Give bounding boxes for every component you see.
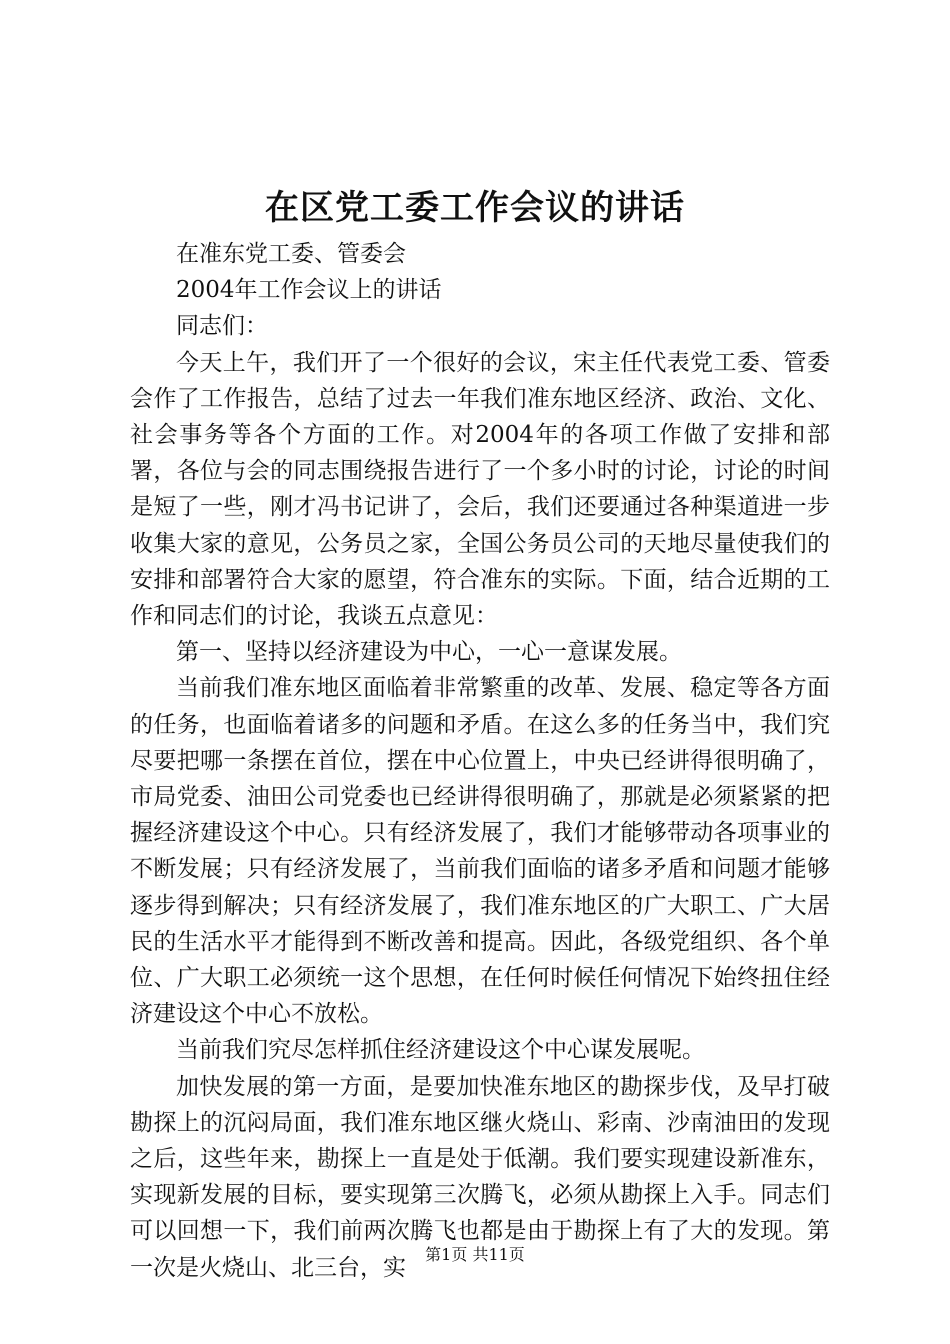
document-title: 在区党工委工作会议的讲话 <box>265 188 685 228</box>
paragraph: 当前我们准东地区面临着非常繁重的改革、发展、稳定等各方面的任务，也面临着诸多的问题和矛盾。在这么多的任务当中，我们究尽要把哪一条摆在首位，摆在中心位置上，中央已经讲得很明确了，市局党委、油田公司党委也已经讲得很明确了，那就是必须紧紧的把握经济建设这个中心。只有经济发展了，我们才能够带动各项事业的不断发展；只有经济发展了，当前我们面临的诸多矛盾和问题才能够逐步得到解决；只有经济发展了，我们准东地区的广大职工、广大居民的生活水平才能得到不断改善和提高。因此，各级党组织、各个单位、广大职工必须统一这个思想，在任何时候任何情况下始终扭住经济建设这个中心不放松。 <box>130 675 830 1028</box>
paragraph: 在准东党工委、管委会 <box>176 241 406 267</box>
page-number-footer: 第1页 共11页 <box>425 1245 525 1264</box>
paragraph: 2004年工作会议上的讲话 <box>176 277 442 304</box>
paragraph: 当前我们究尽怎样抓住经济建设这个中心谋发展呢。 <box>176 1037 705 1064</box>
document-body <box>130 236 830 1286</box>
paragraph: 加快发展的第一方面，是要加快准东地区的勘探步伐，及早打破勘探上的沉闷局面，我们准东地区继火烧山、彩南、沙南油田的发现之后，这些年来，勘探上一直是处于低潮。我们要实现建设新准东，实现新发展的目标，要实现第三次腾飞，必须从勘探上入手。同志们可以回想一下，我们前两次腾飞也都是由于勘探上有了大的发现。第一次是火烧山、北三台，实 <box>130 1073 830 1281</box>
paragraph: 第一、坚持以经济建设为中心，一心一意谋发展。 <box>176 639 682 666</box>
paragraph: 同志们： <box>176 313 268 340</box>
paragraph: 今天上午，我们开了一个很好的会议，宋主任代表党工委、管委会作了工作报告，总结了过去一年我们准东地区经济、政治、文化、社会事务等各个方面的工作。对2004年的各项工作做了安排和部署，各位与会的同志围绕报告进行了一个多小时的讨论，讨论的时间是短了一些，刚才冯书记讲了，会后，我们还要通过各种渠道进一步收集大家的意见，公务员之家，全国公务员公司的天地尽量使我们的安排和部署符合大家的愿望，符合准东的实际。下面，结合近期的工作和同志们的讨论，我谈五点意见： <box>130 349 830 630</box>
